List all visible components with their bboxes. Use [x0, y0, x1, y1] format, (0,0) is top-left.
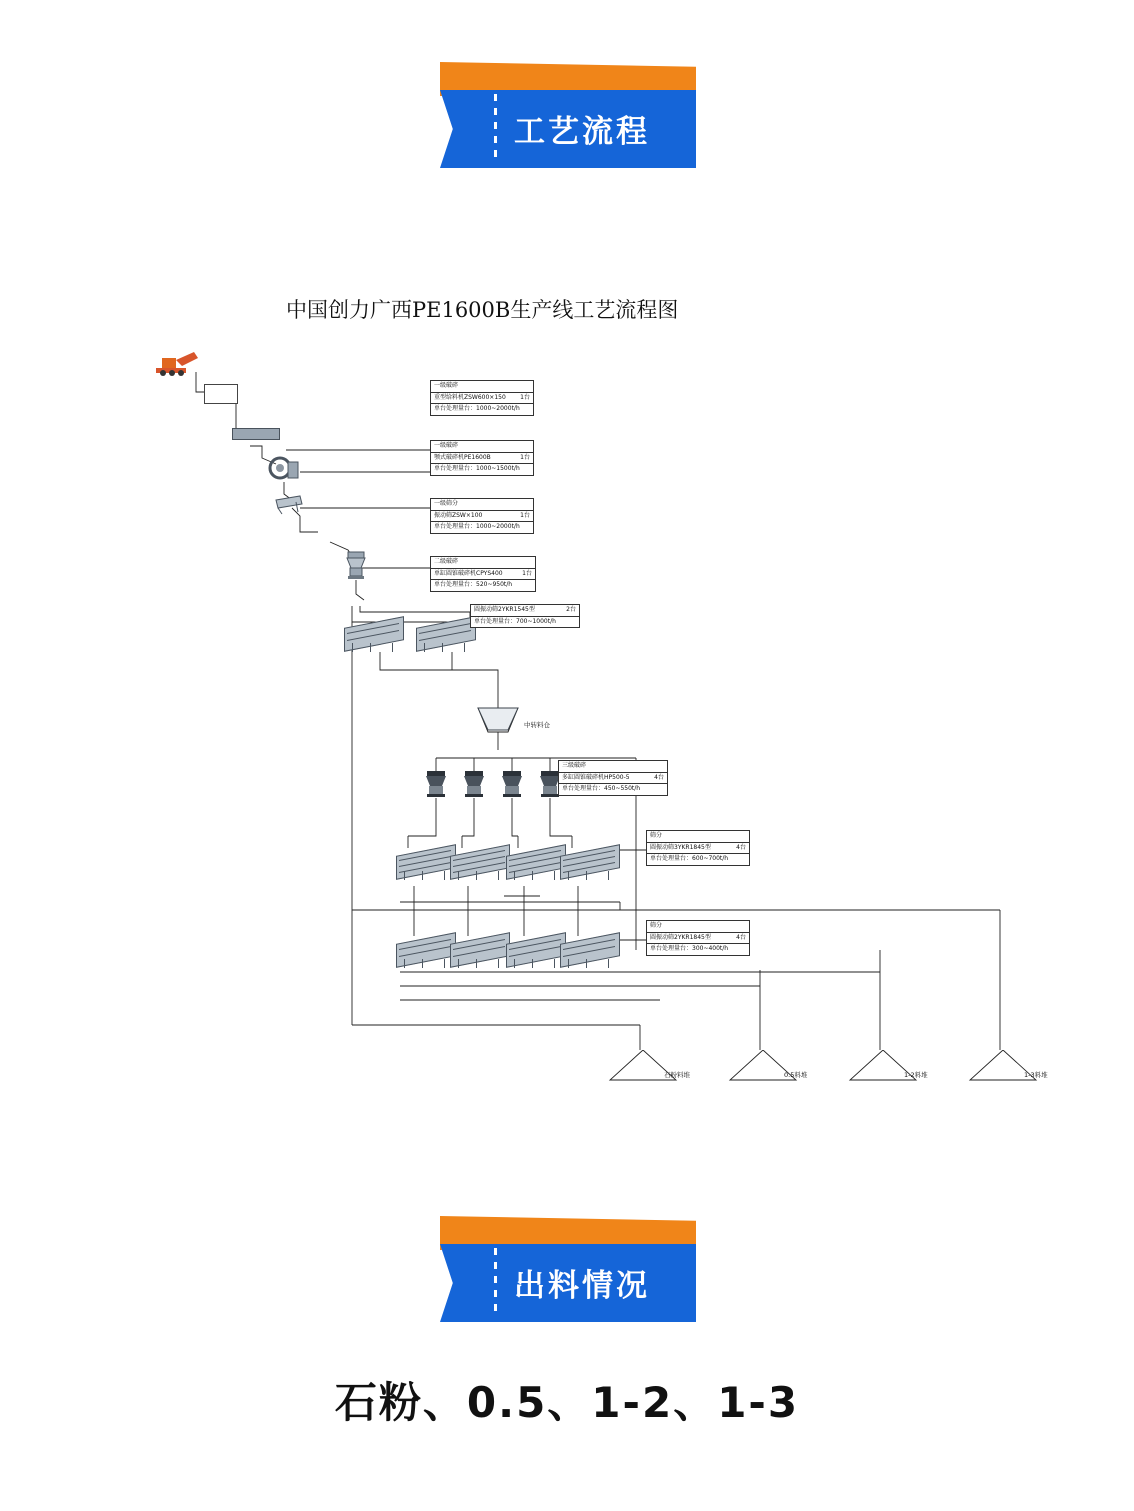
spec-model: 圆振动筛2YKR1545型 — [474, 606, 535, 613]
vibrating-screen-2yk-lower-1 — [396, 934, 454, 968]
tertiary-cone-crusher-2 — [462, 770, 486, 800]
diagram-title: 中国创力广西PE1600B生产线工艺流程图 — [286, 298, 679, 322]
spec-box-cone-secondary — [430, 556, 536, 592]
spec-model: 振动筛ZSW×100 — [434, 511, 483, 519]
feed-hopper — [204, 384, 238, 404]
ribbon-bottom-label: 出料情况 — [514, 1268, 650, 1304]
vibrating-screen-3yk-1 — [396, 846, 454, 880]
surge-bin-label: 中转料仓 — [524, 721, 550, 729]
spec-model: 圆振动筛2YKR1845型 — [650, 933, 711, 941]
vibrating-feeder — [232, 428, 280, 440]
stockpile-4 — [968, 1050, 1020, 1077]
spec-capacity: 单台处理量台：700~1000t/h — [474, 617, 556, 625]
spec-model: 圆振动筛3YKR1845型 — [650, 843, 711, 851]
vibrating-screen-3yk-2 — [450, 846, 508, 880]
spec-box-screen-primary — [430, 498, 534, 534]
excavator-icon — [152, 346, 204, 376]
vibrating-screen-2yk-2 — [416, 618, 474, 652]
vibrating-screen-2yk-lower-2 — [450, 934, 508, 968]
spec-qty: 4台 — [654, 773, 664, 781]
stockpile-2-label: 0.5料堆 — [784, 1071, 808, 1079]
spec-model: 单缸圆锥破碎机CPYS400 — [434, 569, 503, 577]
spec-box-screen-third — [646, 830, 750, 866]
spec-qty: 1台 — [520, 511, 530, 519]
tertiary-cone-crusher-1 — [424, 770, 448, 800]
flow-connector-lines — [0, 250, 1134, 1120]
spec-model: 多缸圆锥破碎机HP500-5 — [562, 773, 630, 781]
vibrating-screen-3yk-3 — [506, 846, 564, 880]
stockpile-3 — [848, 1050, 900, 1077]
spec-qty: 1台 — [522, 569, 532, 577]
vibrating-screen-2yk-lower-4 — [560, 934, 618, 968]
primary-screen — [274, 494, 304, 516]
spec-box-vibrating-feeder — [430, 380, 534, 416]
tertiary-cone-crusher-3 — [500, 770, 524, 800]
stockpile-2 — [728, 1050, 780, 1077]
spec-capacity: 单台处理量台：600~700t/h — [650, 855, 729, 863]
spec-header: 筛分 — [650, 832, 663, 839]
jaw-crusher — [268, 456, 300, 484]
vibrating-screen-2yk-1 — [344, 618, 402, 652]
spec-box-cone-tertiary — [558, 760, 668, 796]
surge-bin — [476, 706, 520, 736]
spec-box-screen-secondary — [470, 604, 580, 628]
spec-capacity: 单台处理量台：1000~1500t/h — [434, 465, 520, 473]
spec-model: 颚式破碎机PE1600B — [434, 453, 491, 461]
stockpile-4-label: 1-3料堆 — [1024, 1071, 1048, 1079]
spec-header: 二级破碎 — [434, 558, 459, 565]
vibrating-screen-3yk-4 — [560, 846, 618, 880]
ribbon-top-label: 工艺流程 — [514, 114, 650, 150]
spec-capacity: 单台处理量台：520~950t/h — [434, 581, 513, 589]
process-flow-diagram — [0, 250, 1134, 1120]
spec-model: 重型给料机ZSW600×150 — [434, 393, 506, 401]
ribbon-dashed-line — [494, 1248, 497, 1318]
secondary-cone-crusher — [344, 550, 368, 582]
spec-header: 一级破碎 — [434, 382, 459, 389]
spec-capacity: 单台处理量台：1000~2000t/h — [434, 523, 520, 531]
spec-header: 一级破碎 — [434, 442, 459, 449]
ribbon-dashed-line — [494, 94, 497, 164]
stockpile-1-label: 石粉料堆 — [664, 1071, 690, 1079]
vibrating-screen-2yk-lower-3 — [506, 934, 564, 968]
spec-qty: 4台 — [736, 933, 746, 941]
spec-capacity: 单台处理量台：1000~2000t/h — [434, 405, 520, 413]
spec-header: 三级破碎 — [562, 762, 587, 769]
spec-qty: 1台 — [520, 393, 530, 401]
section-banner-output — [440, 1216, 696, 1322]
spec-box-jaw-crusher — [430, 440, 534, 476]
spec-box-screen-fourth — [646, 920, 750, 956]
spec-qty: 1台 — [520, 453, 530, 461]
output-products-text: 石粉、0.5、1-2、1-3 — [334, 1378, 800, 1427]
stockpile-1 — [608, 1050, 660, 1077]
spec-header: 筛分 — [650, 922, 663, 929]
spec-capacity: 单台处理量台：300~400t/h — [650, 945, 729, 953]
spec-header: 一级筛分 — [434, 500, 459, 507]
stockpile-3-label: 1-2料堆 — [904, 1071, 928, 1079]
spec-capacity: 单台处理量台：450~550t/h — [562, 785, 641, 793]
spec-qty: 4台 — [736, 843, 746, 851]
section-banner-process — [440, 62, 696, 168]
spec-qty: 2台 — [566, 606, 576, 613]
